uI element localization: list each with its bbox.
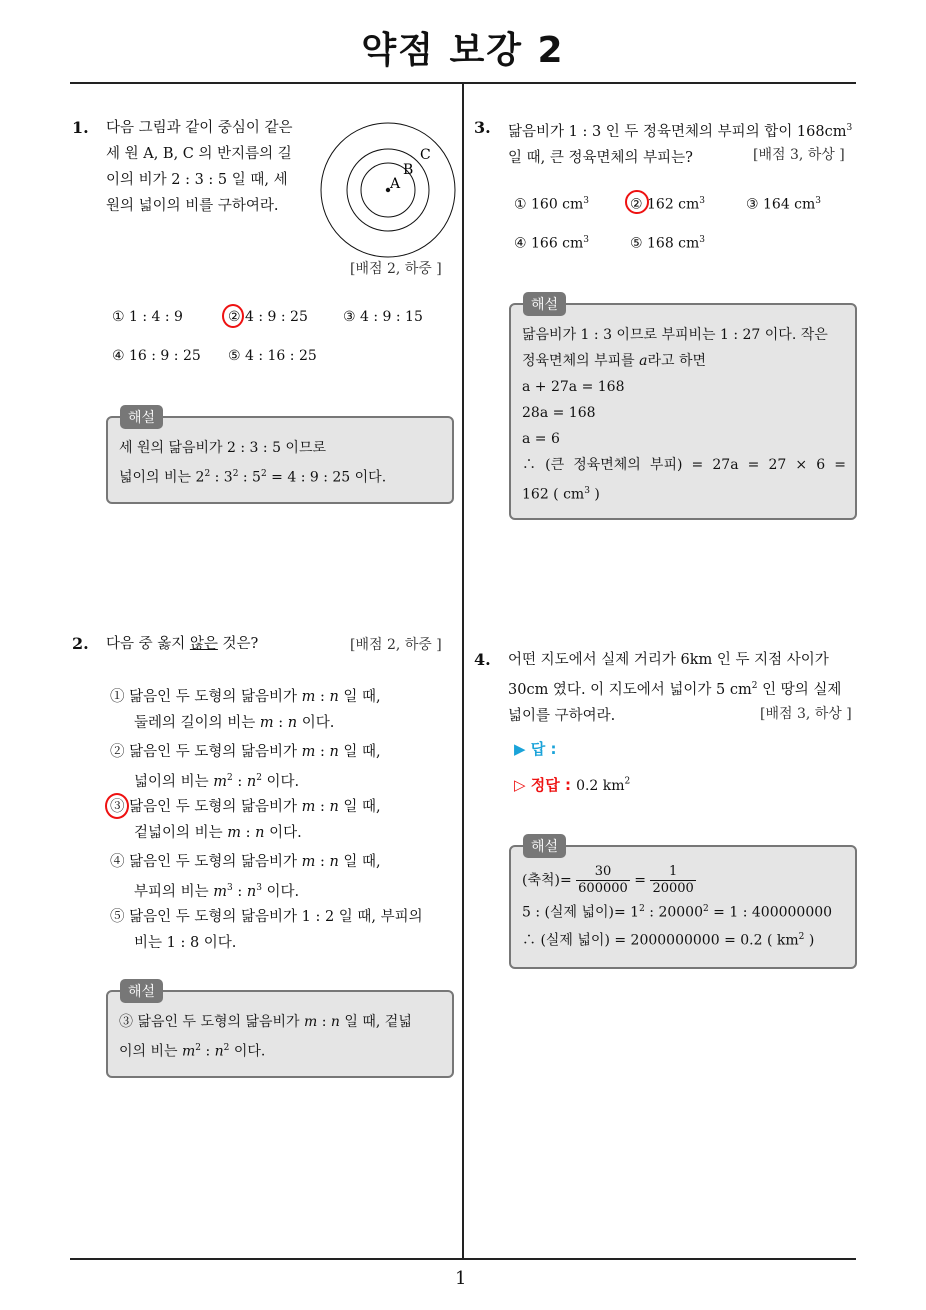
- q3-choice-2[interactable]: ② 162 $cm^3$: [630, 196, 706, 213]
- q1-choice-4[interactable]: ④ 16 : 9 : 25: [112, 348, 201, 364]
- circle-label-b: B: [403, 162, 414, 178]
- q4-solution-text: (축척)= $\frac{30}{600000}$ = $\frac{1}{20000}$ 5 : (실제 넓이)= $1^2$ : $20000^2 = 1$ : 400000000 ∴ (실제 넓이) = 2000000000 = 0.2 ( $km^2$ ): [522, 864, 833, 949]
- q4-solution-tag: 해설: [523, 834, 566, 858]
- q2-choice-1[interactable]: ① 닮음인 두 도형의 닮음비가 m : n 일 때, 둘레의 길이의 비는 m : n 이다.: [110, 689, 381, 731]
- q4-number: 4.: [474, 650, 491, 669]
- q3-solution-tag: 해설: [523, 292, 566, 316]
- circle-label-c: C: [420, 147, 431, 163]
- correct-answer: ▷ 정답 : 0.2 $km^2$: [514, 776, 631, 794]
- q3-choice-4[interactable]: ④ 166 $cm^3$: [514, 235, 590, 252]
- scale-fraction-1: $\frac{30}{600000}$: [578, 864, 628, 896]
- q4-stem: 어떤 지도에서 실제 거리가 6km 인 두 지점 사이가 30cm 였다. 이 지도에서 넓이가 5 $cm^2$ 인 땅의 실제 넓이를 구하여라.: [508, 652, 842, 724]
- q2-points: [배점 2, 하중 ]: [350, 637, 442, 653]
- q2-number: 2.: [72, 634, 89, 653]
- answer-mark-circle: [105, 793, 129, 819]
- q2-choice-4[interactable]: ④ 닮음인 두 도형의 닮음비가 m : n 일 때, 부피의 비는 $m^3$ : $n^3$ 이다.: [110, 854, 381, 900]
- concentric-circles-figure: [318, 120, 458, 260]
- q1-choice-2[interactable]: ② 4 : 9 : 25: [228, 309, 308, 325]
- q3-choice-1[interactable]: ① 160 $cm^3$: [514, 196, 590, 213]
- column-divider: [462, 84, 464, 1258]
- q1-stem-line: 원의 넓이의 비를 구하여라.: [106, 198, 279, 214]
- q2-choice-5[interactable]: ⑤ 닮음인 두 도형의 닮음비가 1 : 2 일 때, 부피의 비는 1 : 8 이다.: [110, 909, 423, 951]
- q1-stem-line: 세 원 A, B, C 의 반지름의 길: [106, 146, 292, 162]
- q1-solution-text: 세 원의 닮음비가 2 : 3 : 5 이므로 넓이의 비는 $2^2$ : $3^2$ : $5^2 = 4$ : 9 : 25 이다.: [119, 440, 387, 486]
- q1-solution-tag: 해설: [120, 405, 163, 429]
- q2-stem: 다음 중 옳지 않은 것은?: [106, 636, 259, 652]
- q1-stem: [106, 115, 293, 219]
- q4-points: [배점 3, 하상 ]: [760, 706, 852, 722]
- q2-choice-2[interactable]: ② 닮음인 두 도형의 닮음비가 m : n 일 때, 넓이의 비는 $m^2$ : $n^2$ 이다.: [110, 744, 381, 790]
- q3-choice-3[interactable]: ③ 164 $cm^3$: [746, 196, 822, 213]
- q2-solution-tag: 해설: [120, 979, 163, 1003]
- footer-rule: [70, 1258, 856, 1260]
- q1-points: [배점 2, 하중 ]: [350, 261, 442, 277]
- q1-choice-5[interactable]: ⑤ 4 : 16 : 25: [228, 348, 317, 364]
- page-title: 약점 보강 2: [361, 30, 565, 71]
- answer-mark-circle: [625, 190, 649, 214]
- q1-choice-1[interactable]: ① 1 : 4 : 9: [112, 309, 183, 325]
- q3-choice-5[interactable]: ⑤ 168 $cm^3$: [630, 235, 706, 252]
- circle-label-a: A: [390, 176, 401, 192]
- q1-choice-3[interactable]: ③ 4 : 9 : 15: [343, 309, 423, 325]
- q2-choice-3[interactable]: ③ 닮음인 두 도형의 닮음비가 m : n 일 때, 겉넓이의 비는 m : n 이다.: [110, 799, 381, 841]
- answer-label: ▶ 답 :: [514, 740, 557, 758]
- q3-stem: 닮음비가 1 : 3 인 두 정육면체의 부피의 합이 $168cm^3$ 일 때, 큰 정육면체의 부피는?: [508, 123, 853, 166]
- q1-number: 1.: [72, 118, 89, 137]
- q2-solution-text: ③ 닮음인 두 도형의 닮음비가 m : n 일 때, 겉넓 이의 비는 $m^2$ : $n^2$ 이다.: [119, 1014, 412, 1060]
- q3-solution-text: 닮음비가 1 : 3 이므로 부피비는 1 : 27 이다. 작은 정육면체의 부피를 a라고 하면 a + 27a = 168 28a = 168 a = 6 ∴ (큰 정육면체의 부피) = 27a = 27 × 6 = 162 ( $cm^3$ ): [522, 327, 846, 503]
- q1-stem-line: 이의 비가 2 : 3 : 5 일 때, 세: [106, 172, 288, 188]
- q3-points: [배점 3, 하상 ]: [753, 147, 845, 163]
- q1-stem-line: 다음 그림과 같이 중심이 같은: [106, 120, 293, 136]
- scale-fraction-2: $\frac{1}{20000}$: [652, 864, 694, 896]
- q3-number: 3.: [474, 118, 491, 137]
- answer-mark-circle: [222, 304, 244, 328]
- page-number: 1: [455, 1268, 467, 1289]
